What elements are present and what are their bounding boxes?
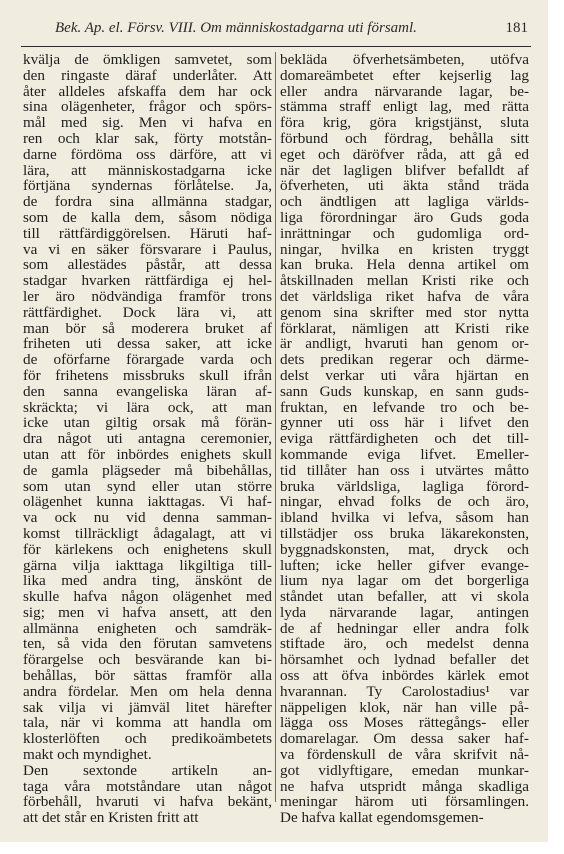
text-line: ren och klar sak, förty motstån- [23, 130, 272, 147]
text-line: dra något uti antagna ceremonier, [23, 431, 272, 447]
right-text-column [280, 52, 529, 827]
text-line: eller andra närvarande lagar, be- [280, 83, 529, 100]
text-line: makt och myndighet. [23, 747, 152, 763]
text-line: när det lagligen blifver befalldt af [280, 162, 529, 179]
text-line: näppeligen klok, när han ville på- [280, 699, 529, 716]
text-line: ningar, ehvad folks de och äro, [280, 494, 529, 511]
text-line: lära, att människostadgarna icke [23, 162, 272, 179]
text-line: sina olägenheter, frågor och spörs- [23, 99, 272, 116]
text-line: ibland hvilka vi lefva, såsom han [280, 510, 529, 526]
text-line: de gamla plägseder må bibehållas, [23, 462, 272, 479]
text-line: gynner uti oss här i lifvet den [280, 415, 529, 432]
text-line: som de kalla dem, såsom nödiga [23, 209, 272, 226]
text-line: kommande eviga lifvet. Emeller- [280, 446, 529, 463]
text-line: lium nya lagar om det borgerliga [280, 573, 529, 590]
text-line: sig; men vi hafva ansett, att den [23, 604, 272, 621]
text-line: förbehåll, hvaruti vi hafva bekänt, [23, 794, 272, 811]
text-line: mål med sig. Men vi hafva en [23, 115, 272, 131]
text-line: förtjäna syndernas förlåtelse. Ja, [23, 178, 272, 195]
text-line: stadgar hvarken rättfärdiga ej hel- [23, 273, 272, 289]
text-line: tala, när vi komma att handla om [23, 715, 272, 732]
text-line: för frihetens missbruks skull ifrån [23, 367, 272, 384]
text-line: tid tillåter han oss i utvärtes måtto [280, 462, 529, 479]
text-line: andra fördelar. Men om hela denna [23, 683, 272, 700]
text-line: fruktan, en lefvande tro och be- [280, 399, 529, 416]
text-line: stiftade äro, och medelst denna [280, 636, 529, 653]
text-line: sak vilja vi jämväl litet härefter [23, 699, 272, 716]
text-line: de fordra sina allmänna stadgar, [23, 194, 272, 210]
text-line: åter alldeles afskaffa dem har ock [23, 83, 272, 100]
text-line: kan bruka. Hela denna artikel om [280, 257, 529, 274]
text-line: hvarannan. Ty Carolostadius¹ var [280, 683, 529, 700]
text-line: luften; icke heller gifver evange- [280, 557, 529, 574]
text-line: lyda närvarande lagar, antingen [280, 604, 529, 621]
text-line: va fördenskull de våra skrifvit nå- [280, 747, 529, 763]
text-line: den ringaste däraf underlåter. Att [23, 67, 272, 84]
text-line: och ändtligen att lagliga världs- [280, 194, 529, 210]
text-line: eviga rättfärdigheten och det till- [280, 431, 529, 447]
text-line: olägenhet kunna iakttagas. Vi haf- [23, 494, 272, 511]
text-line: dets predikan regerar och därme- [280, 352, 529, 368]
text-line: ningar, hvilka en kristen tryggt [280, 241, 529, 258]
text-line: ler äro nödvändiga framför trons [23, 288, 272, 305]
text-line: rättfärdighet. Dock lära vi, att [23, 304, 272, 321]
text-line: behållas, bör sättas framför alla [23, 668, 272, 684]
text-line: delst verkar uti våra hjärtan en [280, 367, 529, 384]
text-line: darne fördöma oss därföre, att vi [23, 146, 272, 163]
text-line: lägga oss Moses rättegångs- eller [280, 715, 529, 732]
text-line: föra krig, göra krigstjänst, sluta [280, 115, 529, 131]
text-line: är andligt, hvaruti han genom or- [280, 336, 529, 353]
left-text-column [23, 52, 272, 827]
text-line: att det står en Kristen fritt att [23, 810, 199, 827]
text-line: friheten uti dessa saker, att icke [23, 336, 272, 353]
text-line: som allestädes påstår, att dessa [23, 257, 272, 274]
text-line: ten, så vida den förutan samvetens [23, 636, 272, 653]
column-divider [275, 52, 276, 802]
text-line: de oförfarne förargade varda och [23, 352, 272, 368]
text-line: den sanna evangeliska läran af- [23, 383, 272, 400]
text-line: öfverheten, uti äkta stånd träda [280, 178, 529, 195]
text-line: lika med andra ting, änskönt de [23, 573, 272, 590]
text-line: stämma straff enligt lag, med rätta [280, 99, 529, 116]
text-line: ne hafva utspridt många skadliga [280, 778, 529, 795]
text-line: utan att för inbördes enighets skull [23, 446, 272, 463]
text-line: bekläda öfverhetsämbeten, utöfva [280, 52, 529, 68]
text-line: förargelse och besvärande kan bi- [23, 652, 272, 669]
text-line: kvälja de ömkligen samvetet, som [23, 52, 272, 68]
text-line: inrättningar och gudomliga ord- [280, 225, 529, 242]
text-line: som utan synd eller utan större [23, 478, 272, 495]
text-line: gärna vilja iakttaga likgiltiga till- [23, 557, 272, 574]
text-line: skräckta; vi lära ock, att man [23, 399, 272, 416]
text-line: meningar härom uti församlingen. [280, 794, 529, 811]
text-line: domareämbetet efter kejserlig lag [280, 67, 529, 84]
text-line: man bör så moderera bruket af [23, 320, 272, 337]
text-line: de af hedningar eller andra folk [280, 620, 529, 637]
text-line: till rättfärdiggörelsen. Häruti haf- [23, 225, 272, 242]
text-line: domarelagar. Om dessa saker haf- [280, 731, 529, 748]
text-line: tillstädjer oss bruka läkarekonsten, [280, 525, 529, 542]
text-line: genom sina skrifter med stor nytta [280, 304, 529, 321]
text-line: De hafva kallat egendomsgemen- [280, 810, 484, 827]
text-line: sann Guds kunskap, en sann guds- [280, 383, 529, 400]
text-line: taga våra motståndare utan något [23, 778, 272, 795]
text-line: åtskillnaden mellan Kristi rike och [280, 273, 529, 289]
text-line: det världsliga riket hafva de våra [280, 288, 529, 305]
text-line: icke utan giltig orsak må förän- [23, 415, 272, 432]
text-line: förklarat, nämligen att Kristi rike [280, 320, 529, 337]
page-number: 181 [505, 20, 528, 36]
text-line: va ock nu vid denna samman- [23, 510, 272, 526]
header-rule [21, 46, 531, 47]
text-line: Den sextonde artikeln an- [23, 762, 272, 779]
running-title: Bek. Ap. el. Försv. VIII. Om människostadgarna uti församl. [55, 20, 417, 36]
text-line: eget och däröfver råda, att gå ed [280, 146, 529, 163]
text-line: liga förordningar äro Guds goda [280, 209, 529, 226]
text-line: skulle hafva någon olägenhet med [23, 589, 272, 605]
text-line: va vi en säker försvarare i Paulus, [23, 241, 272, 258]
text-line: byggnadskonsten, mat, dryck och [280, 541, 529, 558]
text-line: klosterlöften och predikoämbetets [23, 731, 272, 748]
text-line: got vidlyftigare, emedan munkar- [280, 762, 529, 779]
text-line: allmänna enigheten och samdräk- [23, 620, 272, 637]
text-line: förbund och fördrag, behålla sitt [280, 130, 529, 147]
running-header [0, 20, 548, 42]
text-line: för kärlekens och enighetens skull [23, 541, 272, 558]
text-line: oss att öfva inbördes kärlek emot [280, 668, 529, 684]
text-line: komst tillräckligt ådagalagt, att vi [23, 525, 272, 542]
text-line: bruka världsliga, lagliga förord- [280, 478, 529, 495]
text-line: hörsamhet och lydnad befaller det [280, 652, 529, 669]
text-line: ståndet utan befaller, att vi skola [280, 589, 529, 605]
